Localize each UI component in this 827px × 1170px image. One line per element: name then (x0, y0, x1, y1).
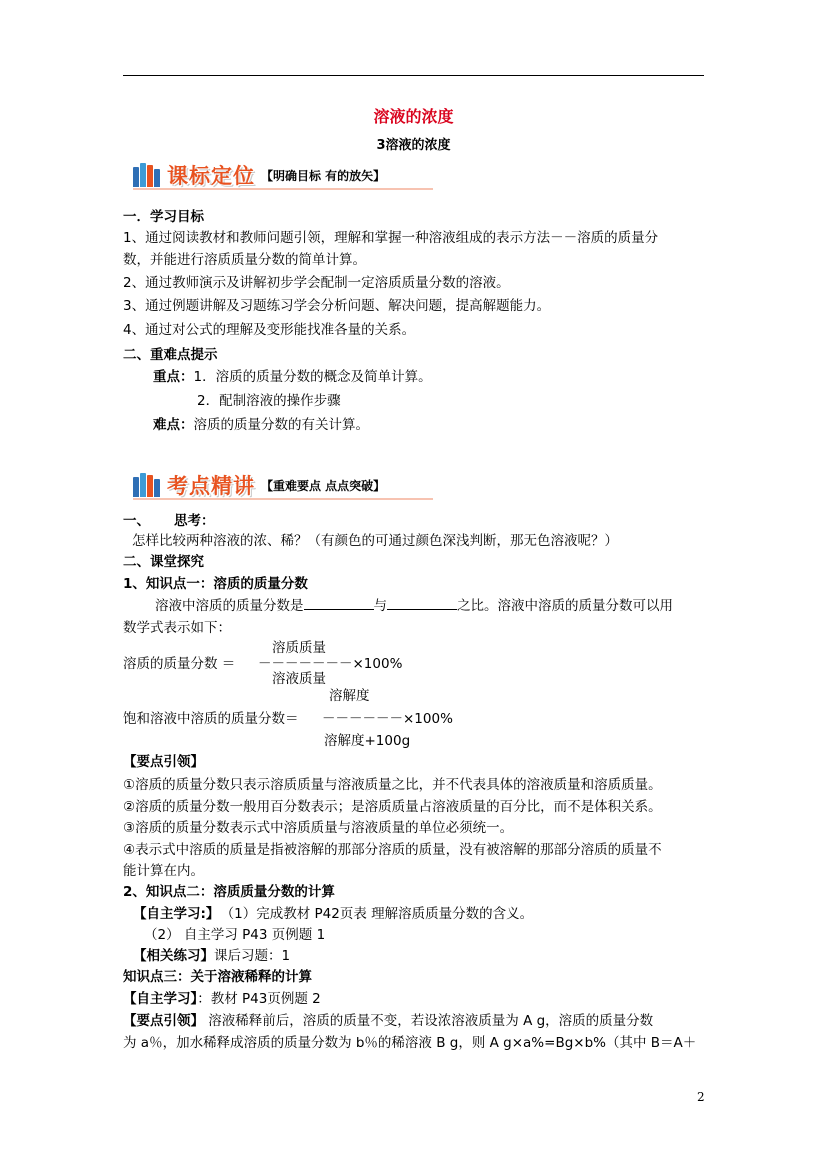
goal-4: 4、通过对公式的理解及变形能找准各量的关系。 (123, 322, 416, 338)
banner-sub-text: 【重难要点 点点突破】 (261, 478, 386, 493)
formula2-left: 饱和溶液中溶质的质量分数＝ (123, 711, 299, 727)
dilution-line-2: 为 a％，加水稀释成溶质的质量分数为 b％的稀溶液 B g，则 A g×a%=Bg×b%（其中 B＝A＋ (123, 1035, 697, 1051)
point-3: ③溶质的质量分数表示式中溶质质量与溶液质量的单位必须统一。 (123, 820, 514, 836)
self-study-label: 【自主学习:】 (133, 906, 220, 922)
definition-part-c: 之比。溶液中溶质的质量分数可以用 (457, 598, 673, 614)
knowledge-1-heading: 1、知识点一：溶质的质量分数 (123, 576, 308, 592)
blank-1 (304, 597, 374, 610)
related-practice (133, 944, 290, 964)
formula2-numerator: 溶解度 (329, 688, 370, 704)
books-icon (133, 163, 161, 187)
self-study-3-text: ：教材 P43页例题 2 (197, 991, 321, 1007)
difficult-text: 溶质的质量分数的有关计算。 (193, 417, 369, 433)
banner-underline (133, 498, 433, 500)
key-point-2: 2．配制溶液的操作步骤 (197, 393, 341, 409)
blank-2 (387, 597, 457, 610)
page-number: 2 (697, 1090, 705, 1104)
dilution-line-1 (123, 1009, 653, 1029)
think-heading-num: 一、 (123, 513, 150, 529)
difficult-point (153, 413, 369, 433)
banner-key-points (133, 470, 385, 500)
keypoints-heading: 二、重难点提示 (123, 347, 218, 363)
formula1-left: 溶质的质量分数 ＝ (123, 656, 236, 672)
definition-part-a: 溶液中溶质的质量分数是 (155, 598, 304, 614)
self-study-3 (123, 987, 321, 1007)
definition-part-b: 与 (373, 598, 387, 614)
point-1: ①溶质的质量分数只表示溶质质量与溶液质量之比，并不代表具体的溶液质量和溶质质量。 (123, 777, 662, 793)
banner-main-text: 考点精讲 (167, 474, 255, 498)
definition-line (155, 594, 673, 614)
banner-main-text: 课标定位 (167, 164, 255, 188)
formula2-bar: －－－－－－×100% (322, 711, 453, 727)
point-4b: 能计算在内。 (123, 863, 204, 879)
difficult-label: 难点： (153, 417, 194, 433)
related-practice-text: 课后习题：1 (214, 948, 291, 964)
dilution-label: 【要点引领】 (123, 1013, 204, 1029)
banner-course-positioning (133, 160, 385, 190)
point-2: ②溶质的质量分数一般用百分数表示；是溶质质量占溶液质量的百分比，而不是体积关系。 (123, 799, 662, 815)
think-heading (123, 509, 215, 529)
key-text-1: 1．溶质的质量分数的概念及简单计算。 (193, 369, 432, 385)
goals-heading: 一．学习目标 (123, 209, 204, 225)
goal-1a: 1、通过阅读教材和教师问题引领，理解和掌握一种溶液组成的表示方法－－溶质的质量分 (123, 230, 659, 246)
knowledge-2-heading: 2、知识点二：溶质质量分数的计算 (123, 884, 335, 900)
page-title: 溶液的浓度 (373, 107, 454, 126)
self-study-3-label: 【自主学习】 (123, 991, 198, 1007)
formula1-denominator: 溶液质量 (272, 671, 326, 687)
self-study-text-1: （1）完成教材 P42页表 理解溶质质量分数的含义。 (227, 906, 534, 922)
explore-heading: 二、课堂探究 (123, 554, 204, 570)
self-study-1 (133, 902, 533, 922)
definition-line-2: 数学式表示如下： (123, 620, 231, 636)
key-label: 重点： (153, 369, 194, 385)
banner-underline (133, 188, 433, 190)
point-4a: ④表示式中溶质的质量是指被溶解的那部分溶质的质量，没有被溶解的那部分溶质的质量不 (123, 842, 662, 858)
knowledge-3-heading: 知识点三：关于溶液稀释的计算 (123, 969, 312, 985)
formula1-numerator: 溶质质量 (272, 640, 326, 656)
think-heading-text: 思考： (174, 513, 215, 529)
books-icon (133, 473, 161, 497)
goal-2: 2、通过教师演示及讲解初步学会配制一定溶质质量分数的溶液。 (123, 275, 510, 291)
banner-sub-text: 【明确目标 有的放矢】 (261, 168, 386, 183)
page-subtitle: 3溶液的浓度 (376, 138, 451, 153)
key-point-1 (153, 365, 432, 385)
goal-3: 3、通过例题讲解及习题练习学会分析问题、解决问题，提高解题能力。 (123, 298, 551, 314)
self-study-2: （2） 自主学习 P43 页例题 1 (144, 927, 326, 943)
formula2-denominator: 溶解度+100g (324, 733, 411, 749)
think-question: 怎样比较两种溶液的浓、稀？（有颜色的可通过颜色深浅判断，那无色溶液呢？） (132, 533, 618, 549)
goal-1b: 数，并能进行溶质质量分数的简单计算。 (123, 252, 366, 268)
dilution-text-a: 溶液稀释前后，溶质的质量不变，若设浓溶液质量为 A g，溶质的质量分数 (204, 1013, 654, 1029)
formula1-bar: －－－－－－－×100% (258, 656, 403, 672)
points-heading: 【要点引领】 (123, 754, 204, 770)
related-practice-label: 【相关练习】 (133, 948, 214, 964)
header-rule (123, 75, 704, 76)
